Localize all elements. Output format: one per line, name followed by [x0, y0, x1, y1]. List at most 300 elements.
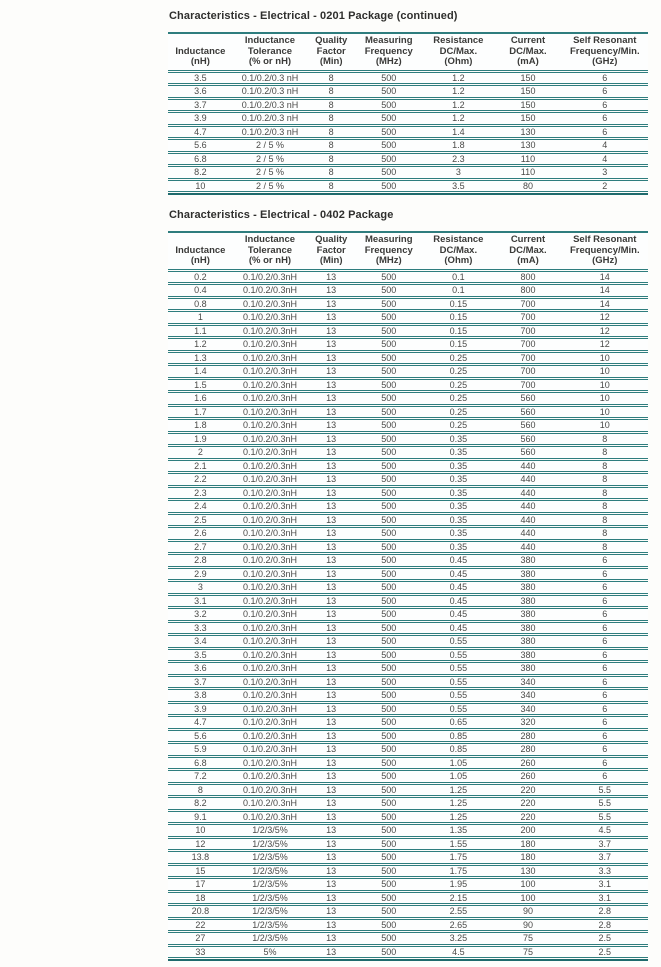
table-row	[168, 139, 648, 152]
table-cell: 22	[168, 919, 233, 932]
table-cell: 13	[307, 608, 355, 621]
table-cell: 110	[494, 153, 561, 166]
table-cell: 2.9	[168, 568, 233, 581]
table-cell: 130	[494, 126, 561, 139]
table-cell: 13	[307, 325, 355, 338]
table-cell: 20.8	[168, 905, 233, 918]
table-cell: 13	[307, 554, 355, 567]
table-cell: 6	[562, 608, 648, 621]
table-cell: 13	[307, 716, 355, 729]
table-cell: 0.1/0.2/0.3nH	[233, 568, 307, 581]
table-cell: 3.4	[168, 635, 233, 648]
column-header-line: (Min)	[319, 56, 343, 67]
table-cell: 0.35	[422, 500, 494, 513]
table-cell: 500	[355, 689, 422, 702]
table-cell: 1.3	[168, 352, 233, 365]
table-cell: 13	[307, 392, 355, 405]
table-cell: 8	[307, 99, 355, 112]
column-header-line: Frequency/Min.	[569, 244, 640, 256]
column-header-line: Quality	[315, 234, 348, 245]
table-cell: 8	[307, 180, 355, 193]
table-cell: 500	[355, 284, 422, 297]
table-cell: 13	[307, 595, 355, 608]
table-cell: 13	[307, 689, 355, 702]
table-row	[168, 392, 648, 405]
table-cell: 500	[355, 649, 422, 662]
table-cell: 500	[355, 99, 422, 112]
table-cell: 2	[168, 446, 233, 459]
table-cell: 8.2	[168, 166, 233, 179]
table-cell: 500	[355, 406, 422, 419]
table-cell: 1.75	[422, 865, 494, 878]
table-row	[168, 527, 648, 540]
table-cell: 13	[307, 919, 355, 932]
table-cell: 500	[355, 180, 422, 193]
table-cell: 2.1	[168, 460, 233, 473]
table-cell: 700	[494, 298, 561, 311]
column-header-line: (nH)	[190, 255, 210, 266]
table-cell: 2.5	[168, 514, 233, 527]
table-cell: 220	[494, 797, 561, 810]
table-cell: 0.45	[422, 595, 494, 608]
table-cell: 10	[562, 419, 648, 432]
table-cell: 2.3	[168, 487, 233, 500]
table-cell: 0.1/0.2/0.3nH	[233, 541, 307, 554]
table-cell: 0.1/0.2/0.3nH	[233, 271, 307, 284]
table-cell: 13	[307, 311, 355, 324]
column-header-line: (Ohm)	[444, 56, 473, 67]
table-row	[168, 311, 648, 324]
table-cell: 14	[562, 271, 648, 284]
table-row	[168, 946, 648, 959]
table-row	[168, 500, 648, 513]
table-cell: 3	[562, 166, 648, 179]
column-header-line: Inductance	[244, 234, 296, 245]
table-row	[168, 338, 648, 351]
table-cell: 8	[307, 139, 355, 152]
table-cell: 260	[494, 757, 561, 770]
table-cell: 0.1/0.2/0.3nH	[233, 446, 307, 459]
table-row	[168, 271, 648, 284]
table-cell: 0.1/0.2/0.3nH	[233, 703, 307, 716]
table-cell: 8	[562, 541, 648, 554]
table-cell: 500	[355, 419, 422, 432]
table-cell: 1.05	[422, 757, 494, 770]
table-row	[168, 784, 648, 797]
table-cell: 130	[494, 139, 561, 152]
table-cell: 200	[494, 824, 561, 837]
table-cell: 0.15	[422, 325, 494, 338]
table-cell: 560	[494, 433, 561, 446]
column-header-line: DC/Max.	[439, 244, 478, 256]
table-cell: 0.25	[422, 379, 494, 392]
table-cell: 1.2	[422, 99, 494, 112]
column-header	[307, 231, 355, 270]
table-row	[168, 689, 648, 702]
table-cell: 33	[168, 946, 233, 959]
table-cell: 320	[494, 716, 561, 729]
section-0402-package	[168, 209, 648, 961]
table-cell: 3.25	[422, 932, 494, 945]
table-row	[168, 635, 648, 648]
table-cell: 2.8	[168, 554, 233, 567]
table-cell: 500	[355, 797, 422, 810]
table-row	[168, 662, 648, 675]
table-cell: 500	[355, 784, 422, 797]
table-cell: 0.35	[422, 433, 494, 446]
table-cell: 2.5	[562, 946, 648, 959]
table-cell: 340	[494, 703, 561, 716]
table-cell: 500	[355, 676, 422, 689]
table-cell: 500	[355, 824, 422, 837]
table-cell: 13	[307, 676, 355, 689]
table-row	[168, 811, 648, 824]
table-row	[168, 838, 648, 851]
table-cell: 5.6	[168, 139, 233, 152]
table-cell: 3.1	[562, 878, 648, 891]
table-cell: 3.7	[562, 851, 648, 864]
table-row	[168, 298, 648, 311]
table-cell: 150	[494, 72, 561, 85]
table-cell: 260	[494, 770, 561, 783]
table-cell: 12	[562, 338, 648, 351]
table-cell: 1/2/3/5%	[233, 905, 307, 918]
table-cell: 1/2/3/5%	[233, 824, 307, 837]
table-row	[168, 595, 648, 608]
table-cell: 90	[494, 905, 561, 918]
table-cell: 0.55	[422, 689, 494, 702]
table-cell: 8	[307, 72, 355, 85]
column-header-line: Quality	[315, 35, 348, 46]
table-row	[168, 622, 648, 635]
table-row	[168, 325, 648, 338]
table-cell: 8	[562, 446, 648, 459]
table-row	[168, 730, 648, 743]
table-cell: 500	[355, 365, 422, 378]
table-cell: 13	[307, 784, 355, 797]
column-header-line: Inductance	[244, 35, 296, 46]
table-cell: 280	[494, 743, 561, 756]
table-cell: 0.1/0.2/0.3nH	[233, 500, 307, 513]
table-cell: 0.1/0.2/0.3 nH	[233, 126, 307, 139]
column-header-line: (MHz)	[375, 255, 402, 266]
column-header-line: (nH)	[190, 56, 210, 67]
table-row	[168, 166, 648, 179]
table-cell: 2.7	[168, 541, 233, 554]
table-cell: 500	[355, 153, 422, 166]
table-row	[168, 743, 648, 756]
table-cell: 6	[562, 662, 648, 675]
table-cell: 500	[355, 770, 422, 783]
column-header-line: Frequency	[364, 45, 413, 57]
table-cell: 0.1/0.2/0.3nH	[233, 527, 307, 540]
table-row	[168, 919, 648, 932]
table-row	[168, 419, 648, 432]
table-cell: 0.35	[422, 487, 494, 500]
table-cell: 1.95	[422, 878, 494, 891]
table-cell: 1.7	[168, 406, 233, 419]
header-row	[168, 231, 648, 270]
table-cell: 440	[494, 527, 561, 540]
table-cell: 1.2	[422, 85, 494, 98]
table-cell: 1/2/3/5%	[233, 851, 307, 864]
table-cell: 12	[168, 838, 233, 851]
table-cell: 13	[307, 527, 355, 540]
table-cell: 500	[355, 487, 422, 500]
table-cell: 14	[562, 284, 648, 297]
table-cell: 12	[562, 325, 648, 338]
column-header-line: (GHz)	[592, 56, 618, 67]
table-cell: 2.3	[422, 153, 494, 166]
column-header-line: Factor	[316, 244, 346, 256]
table-cell: 0.1/0.2/0.3nH	[233, 365, 307, 378]
table-cell: 13.8	[168, 851, 233, 864]
table-cell: 3.1	[562, 892, 648, 905]
table-cell: 5.6	[168, 730, 233, 743]
table-cell: 2.8	[562, 905, 648, 918]
table-cell: 12	[562, 311, 648, 324]
table-cell: 5%	[233, 946, 307, 959]
table-cell: 13	[307, 730, 355, 743]
column-header	[355, 32, 422, 71]
table-cell: 8	[562, 500, 648, 513]
table-cell: 800	[494, 271, 561, 284]
table-cell: 500	[355, 473, 422, 486]
table-cell: 6	[562, 72, 648, 85]
table-cell: 3.7	[562, 838, 648, 851]
table-cell: 0.4	[168, 284, 233, 297]
table-cell: 340	[494, 676, 561, 689]
table-cell: 13	[307, 284, 355, 297]
table-cell: 0.2	[168, 271, 233, 284]
table-cell: 500	[355, 568, 422, 581]
column-header-line: Resistance	[433, 234, 484, 245]
table-cell: 1.2	[422, 112, 494, 125]
table-cell: 150	[494, 99, 561, 112]
column-header-line: (Min)	[319, 255, 343, 266]
table-cell: 13	[307, 662, 355, 675]
table-cell: 500	[355, 298, 422, 311]
table-cell: 0.1/0.2/0.3nH	[233, 419, 307, 432]
column-header	[494, 231, 561, 270]
table-cell: 8	[307, 153, 355, 166]
table-cell: 0.55	[422, 649, 494, 662]
table-cell: 27	[168, 932, 233, 945]
table-cell: 13	[307, 406, 355, 419]
column-header-line: Current	[510, 234, 546, 245]
table-cell: 2.2	[168, 473, 233, 486]
table-cell: 700	[494, 379, 561, 392]
column-header	[494, 32, 561, 71]
table-cell: 500	[355, 379, 422, 392]
table-cell: 500	[355, 635, 422, 648]
table-cell: 17	[168, 878, 233, 891]
table-cell: 13	[307, 379, 355, 392]
table-cell: 500	[355, 541, 422, 554]
table-cell: 6	[562, 689, 648, 702]
table-cell: 0.1/0.2/0.3nH	[233, 392, 307, 405]
table-cell: 8	[562, 514, 648, 527]
table-cell: 700	[494, 325, 561, 338]
table-cell: 0.1/0.2/0.3nH	[233, 757, 307, 770]
table-cell: 500	[355, 622, 422, 635]
table-cell: 500	[355, 311, 422, 324]
table-cell: 14	[562, 298, 648, 311]
table-cell: 1.05	[422, 770, 494, 783]
table-cell: 0.65	[422, 716, 494, 729]
table-cell: 8.2	[168, 797, 233, 810]
table-cell: 3	[168, 581, 233, 594]
table-cell: 8	[307, 112, 355, 125]
table-row	[168, 703, 648, 716]
table-cell: 0.85	[422, 743, 494, 756]
table-cell: 560	[494, 392, 561, 405]
table-row	[168, 514, 648, 527]
table-cell: 500	[355, 595, 422, 608]
table-cell: 0.45	[422, 581, 494, 594]
table-cell: 13	[307, 932, 355, 945]
column-header	[562, 32, 648, 71]
table-row	[168, 757, 648, 770]
table-row	[168, 851, 648, 864]
table-cell: 6	[562, 757, 648, 770]
table-cell: 0.1/0.2/0.3nH	[233, 433, 307, 446]
table-cell: 0.1/0.2/0.3nH	[233, 716, 307, 729]
table-cell: 0.1	[422, 271, 494, 284]
column-header	[307, 32, 355, 71]
table-cell: 0.1/0.2/0.3nH	[233, 662, 307, 675]
table-cell: 0.25	[422, 352, 494, 365]
table-cell: 500	[355, 932, 422, 945]
table-row	[168, 406, 648, 419]
column-header	[233, 32, 307, 71]
table-cell: 5.5	[562, 797, 648, 810]
column-header-line: (GHz)	[592, 255, 618, 266]
table-cell: 13	[307, 352, 355, 365]
table-cell: 100	[494, 892, 561, 905]
table-cell: 5.9	[168, 743, 233, 756]
table-cell: 1/2/3/5%	[233, 865, 307, 878]
column-header-line: DC/Max.	[509, 45, 547, 57]
column-header-line: Measuring	[365, 35, 413, 46]
table-cell: 1.9	[168, 433, 233, 446]
table-cell: 0.15	[422, 311, 494, 324]
table-cell: 3.9	[168, 112, 233, 125]
table-row	[168, 676, 648, 689]
column-header-line: Tolerance	[247, 244, 293, 256]
table-cell: 13	[307, 622, 355, 635]
table-cell: 2 / 5 %	[233, 180, 307, 193]
table-cell: 1.25	[422, 811, 494, 824]
table-row	[168, 824, 648, 837]
table-cell: 0.1/0.2/0.3nH	[233, 298, 307, 311]
table-row	[168, 72, 648, 85]
table-cell: 6	[562, 581, 648, 594]
table-cell: 500	[355, 126, 422, 139]
table-cell: 500	[355, 662, 422, 675]
table-cell: 0.35	[422, 446, 494, 459]
table-cell: 800	[494, 284, 561, 297]
table-cell: 2.4	[168, 500, 233, 513]
column-header-line: Frequency/Min.	[569, 45, 640, 57]
table-cell: 3.5	[168, 72, 233, 85]
table-cell: 4.7	[168, 126, 233, 139]
table-cell: 150	[494, 85, 561, 98]
table-cell: 6	[562, 85, 648, 98]
table-cell: 0.25	[422, 406, 494, 419]
table-cell: 500	[355, 166, 422, 179]
table-cell: 15	[168, 865, 233, 878]
table-cell: 1.5	[168, 379, 233, 392]
table-cell: 10	[562, 392, 648, 405]
table-cell: 500	[355, 757, 422, 770]
table-cell: 4.7	[168, 716, 233, 729]
table-cell: 500	[355, 500, 422, 513]
table-cell: 2 / 5 %	[233, 139, 307, 152]
table-cell: 3.5	[168, 649, 233, 662]
table-cell: 3.1	[168, 595, 233, 608]
table-cell: 13	[307, 433, 355, 446]
table-cell: 1.6	[168, 392, 233, 405]
table-cell: 1/2/3/5%	[233, 838, 307, 851]
table-cell: 13	[307, 473, 355, 486]
table-row	[168, 284, 648, 297]
table-cell: 440	[494, 500, 561, 513]
table-cell: 1/2/3/5%	[233, 932, 307, 945]
table-cell: 280	[494, 730, 561, 743]
table-cell: 3.2	[168, 608, 233, 621]
table-row	[168, 85, 648, 98]
table-cell: 0.1/0.2/0.3nH	[233, 797, 307, 810]
column-header	[355, 231, 422, 270]
table-cell: 3.6	[168, 662, 233, 675]
table-cell: 2 / 5 %	[233, 153, 307, 166]
table-cell: 7.2	[168, 770, 233, 783]
table-cell: 0.1/0.2/0.3nH	[233, 460, 307, 473]
table-cell: 0.1/0.2/0.3 nH	[233, 99, 307, 112]
table-cell: 700	[494, 365, 561, 378]
table-row	[168, 581, 648, 594]
table-cell: 13	[307, 365, 355, 378]
table-cell: 500	[355, 608, 422, 621]
table-row	[168, 99, 648, 112]
table-cell: 3.8	[168, 689, 233, 702]
table-cell: 13	[307, 851, 355, 864]
column-header-line: Current	[510, 35, 546, 46]
table-cell: 13	[307, 581, 355, 594]
column-header-line: Tolerance	[247, 45, 293, 57]
table-cell: 340	[494, 689, 561, 702]
table-cell: 0.15	[422, 338, 494, 351]
table-row	[168, 770, 648, 783]
table-cell: 0.1/0.2/0.3nH	[233, 554, 307, 567]
table-cell: 180	[494, 838, 561, 851]
table-cell: 440	[494, 541, 561, 554]
table-cell: 220	[494, 811, 561, 824]
table-cell: 0.1/0.2/0.3nH	[233, 649, 307, 662]
characteristics-table-0201	[168, 31, 648, 195]
table-cell: 500	[355, 514, 422, 527]
table-cell: 0.15	[422, 298, 494, 311]
table-row	[168, 487, 648, 500]
table-cell: 0.1/0.2/0.3nH	[233, 473, 307, 486]
table-cell: 1.55	[422, 838, 494, 851]
table-cell: 440	[494, 487, 561, 500]
table-cell: 3	[422, 166, 494, 179]
table-cell: 13	[307, 824, 355, 837]
table-cell: 8	[307, 166, 355, 179]
table-cell: 13	[307, 419, 355, 432]
